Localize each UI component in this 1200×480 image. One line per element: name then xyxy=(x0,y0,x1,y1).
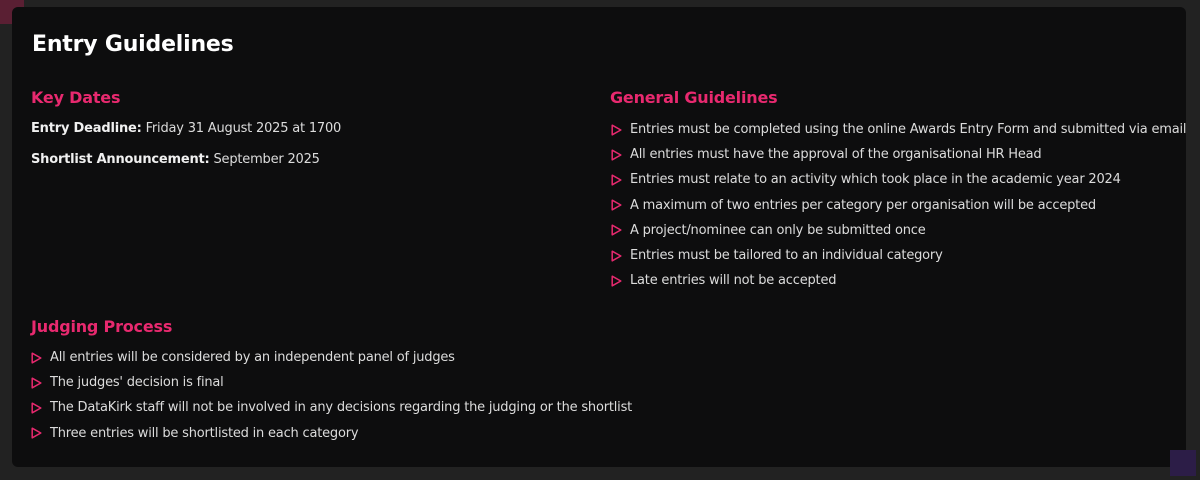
guideline-item xyxy=(611,193,1186,218)
entry-deadline-label: Entry Deadline: xyxy=(31,121,142,136)
guideline-item xyxy=(31,370,632,395)
page-title: Entry Guidelines xyxy=(32,32,234,57)
guideline-item-text: All entries must have the approval of the organisational HR Head xyxy=(630,147,1042,163)
entry-guidelines-card xyxy=(12,7,1186,467)
general-guidelines-heading: General Guidelines xyxy=(610,88,778,107)
guideline-item xyxy=(611,167,1186,192)
judging-process-list xyxy=(31,345,632,446)
triangle-right-outline-icon xyxy=(611,275,622,287)
judging-process-heading: Judging Process xyxy=(31,317,173,336)
guideline-item-text: Entries must be completed using the online Awards Entry Form and submitted via email xyxy=(630,122,1187,138)
guideline-item-text: Entries must be tailored to an individual category xyxy=(630,248,943,264)
guideline-item xyxy=(611,268,1186,293)
guideline-item-text: Late entries will not be accepted xyxy=(630,273,837,289)
entry-deadline xyxy=(31,121,341,136)
guideline-item-text: Three entries will be shortlisted in each category xyxy=(50,425,359,441)
triangle-right-outline-icon xyxy=(31,377,42,389)
guideline-item xyxy=(611,243,1186,268)
entry-deadline-value: Friday 31 August 2025 at 1700 xyxy=(145,121,342,136)
guideline-item-text: Entries must relate to an activity which took place in the academic year 2024 xyxy=(630,172,1121,188)
guideline-item xyxy=(611,218,1186,243)
guideline-item xyxy=(31,421,632,446)
shortlist-announcement-value: September 2025 xyxy=(213,152,320,167)
triangle-right-outline-icon xyxy=(31,427,42,439)
triangle-right-outline-icon xyxy=(611,250,622,262)
triangle-right-outline-icon xyxy=(31,352,42,364)
guideline-item xyxy=(31,345,632,370)
triangle-right-outline-icon xyxy=(611,174,622,186)
corner-decoration-bottom-right xyxy=(1170,450,1196,476)
guideline-item-text: A project/nominee can only be submitted once xyxy=(630,222,926,238)
key-dates-heading: Key Dates xyxy=(31,88,121,107)
general-guidelines-list xyxy=(611,117,1186,293)
triangle-right-outline-icon xyxy=(611,224,622,236)
triangle-right-outline-icon xyxy=(31,402,42,414)
guideline-item xyxy=(31,395,632,420)
triangle-right-outline-icon xyxy=(611,199,622,211)
guideline-item-text: All entries will be considered by an independent panel of judges xyxy=(50,350,455,366)
guideline-item xyxy=(611,117,1186,142)
guideline-item-text: The judges' decision is final xyxy=(50,375,224,391)
guideline-item xyxy=(611,142,1186,167)
shortlist-announcement-label: Shortlist Announcement: xyxy=(31,152,210,167)
shortlist-announcement xyxy=(31,152,320,167)
guideline-item-text: The DataKirk staff will not be involved in any decisions regarding the judging or the shortlist xyxy=(50,400,633,416)
guideline-item-text: A maximum of two entries per category per organisation will be accepted xyxy=(630,197,1096,213)
triangle-right-outline-icon xyxy=(611,149,622,161)
triangle-right-outline-icon xyxy=(611,124,622,136)
